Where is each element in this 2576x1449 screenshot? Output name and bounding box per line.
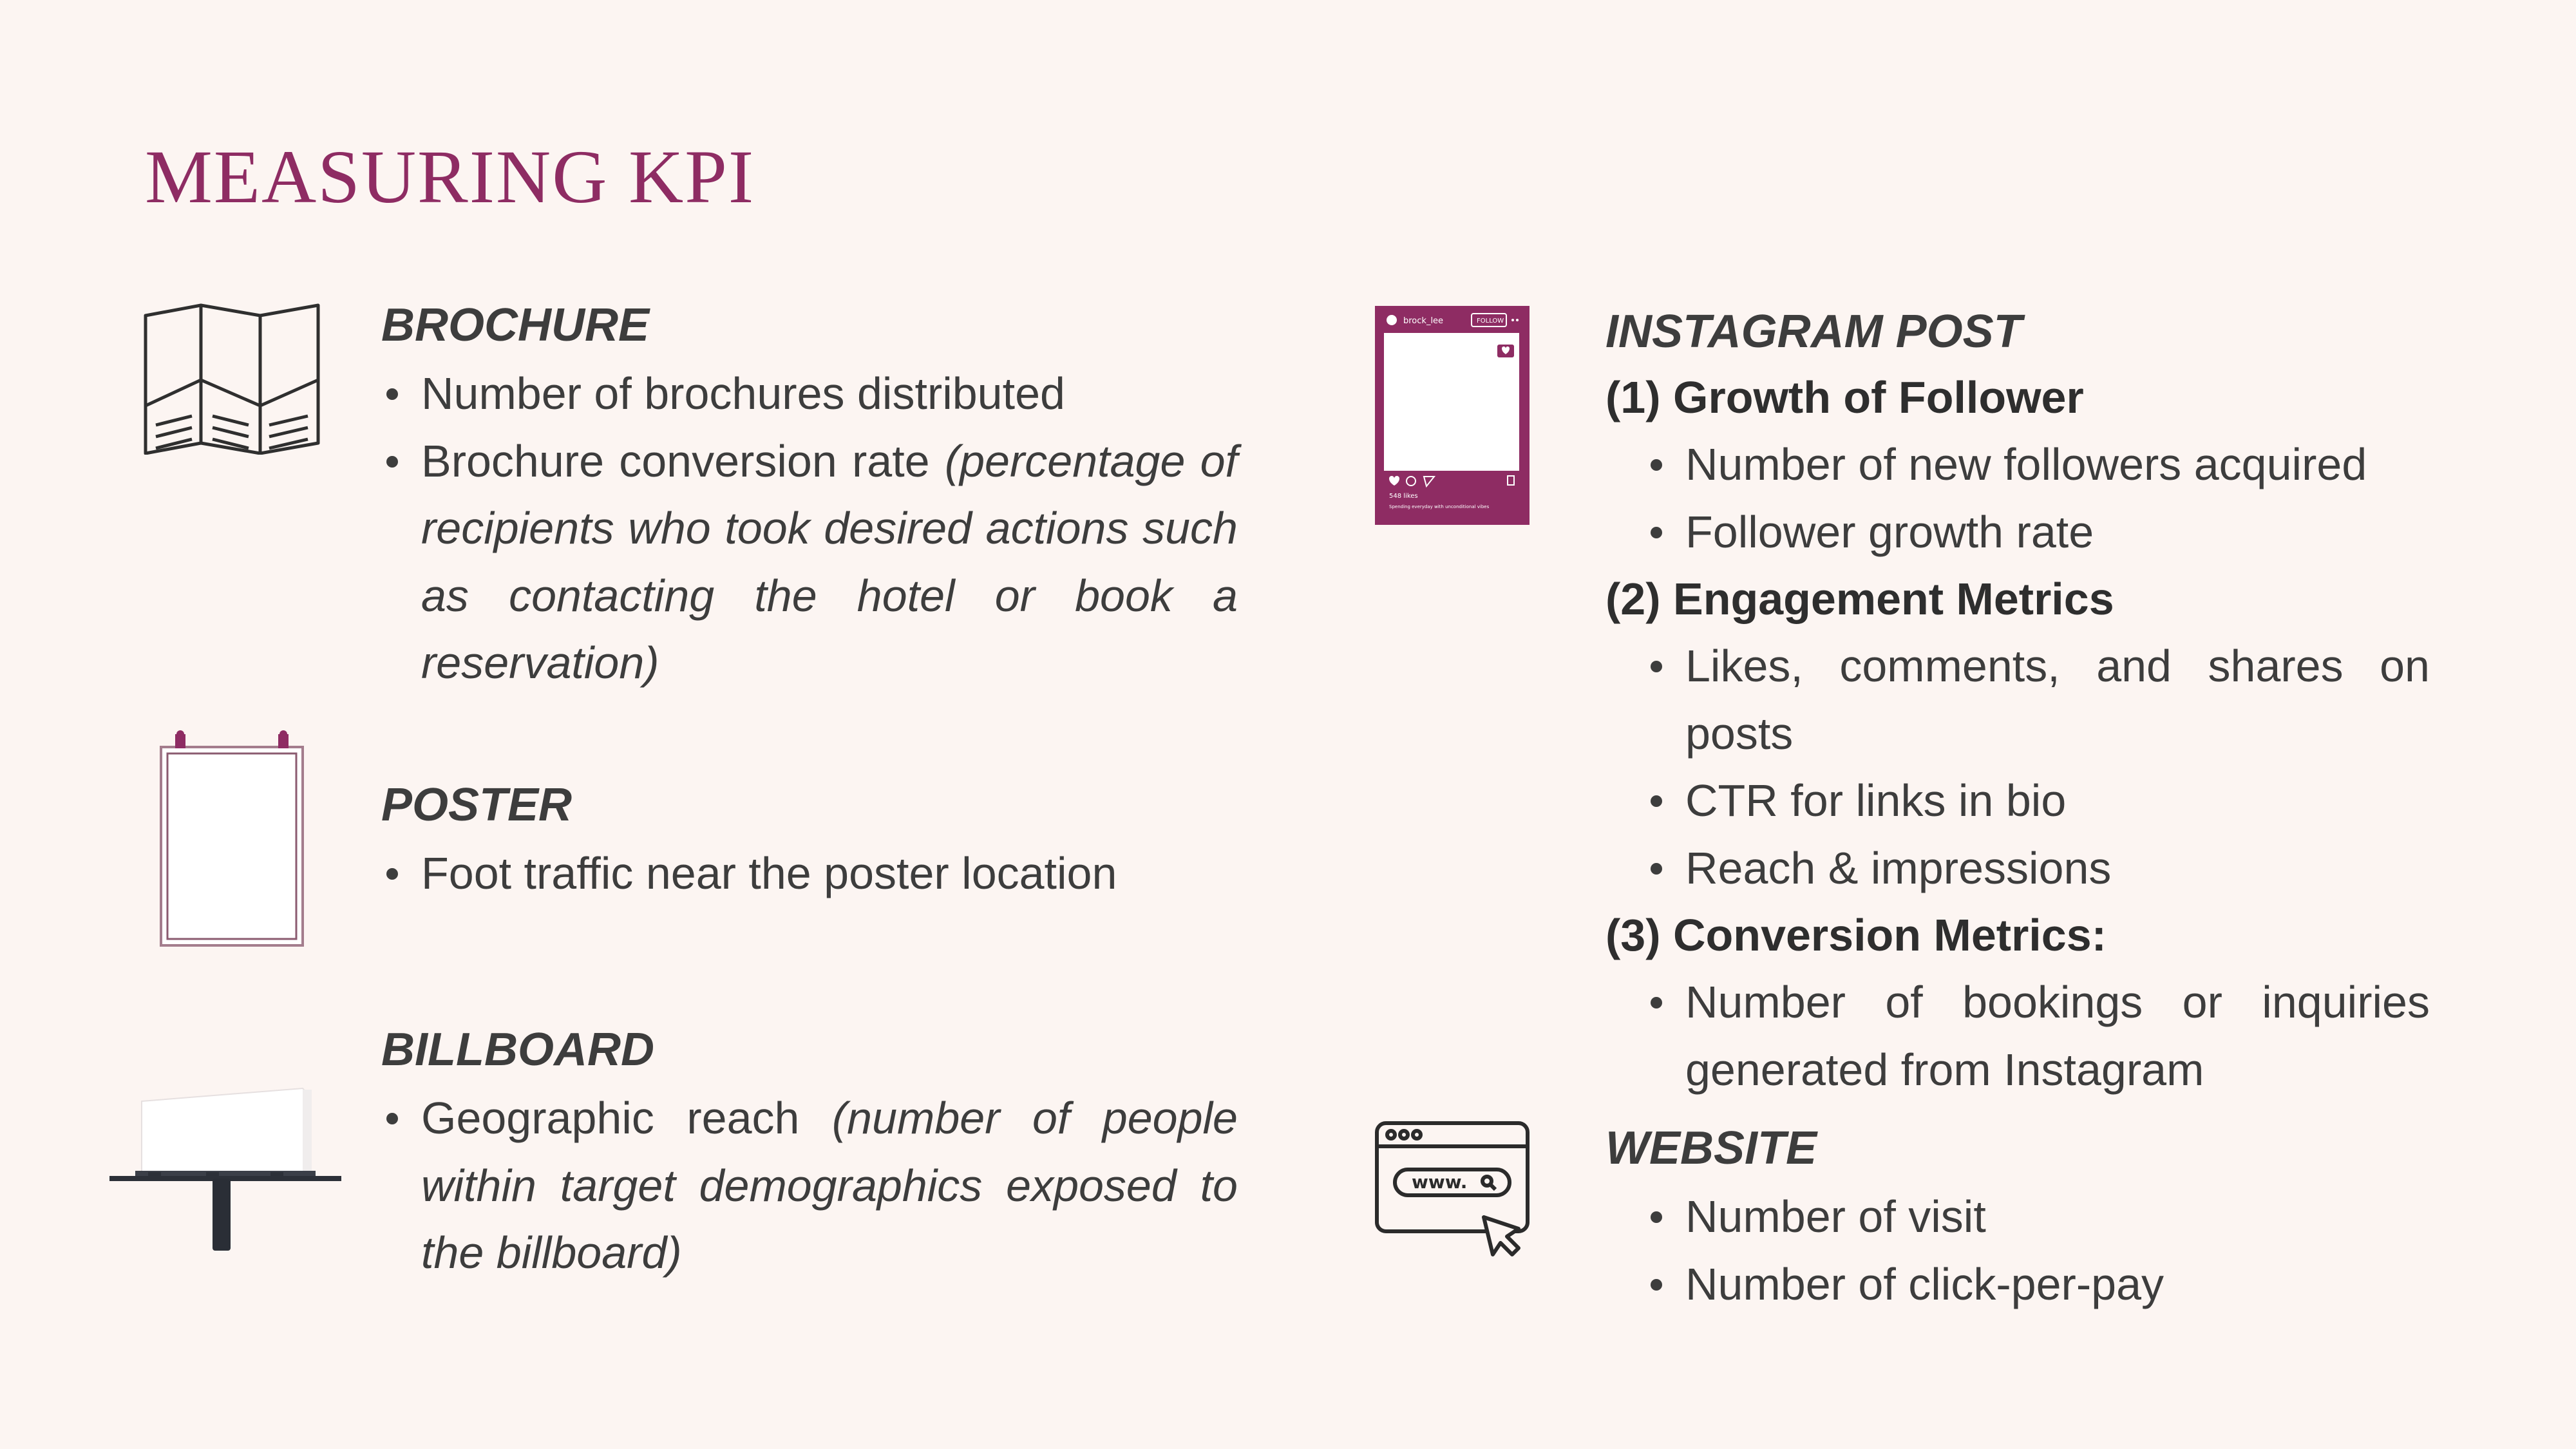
list-item-text: Brochure conversion rate <box>421 435 945 486</box>
billboard-section <box>381 1018 1238 1287</box>
website-icon <box>1374 1121 1535 1262</box>
mock-likes: 548 likes <box>1389 493 1418 500</box>
list-item-text: Foot traffic near the poster location <box>421 848 1117 898</box>
instagram-section <box>1605 299 2430 1103</box>
list-item <box>1645 1251 2430 1318</box>
list-item-text: Likes, comments, and shares on posts <box>1685 641 2430 759</box>
mock-username: brock_lee <box>1403 316 1444 326</box>
instagram-subheading-1: (1) Growth of Follower <box>1605 372 2084 422</box>
brochure-section <box>381 293 1238 697</box>
list-item <box>1645 835 2430 902</box>
list-item <box>381 1084 1238 1287</box>
poster-heading: POSTER <box>381 779 573 831</box>
poster-section <box>381 773 1238 907</box>
list-item-note: (number of people within target demographics exposed to the billboard) <box>421 1093 1238 1278</box>
list-item <box>1645 632 2430 767</box>
list-item <box>1645 969 2430 1103</box>
list-item <box>1645 1183 2430 1251</box>
list-item-text: CTR for links in bio <box>1685 775 2067 826</box>
instagram-subheading-2: (2) Engagement Metrics <box>1605 574 2114 624</box>
list-item-text: Number of visit <box>1685 1191 1986 1242</box>
instagram-post-icon <box>1375 306 1530 525</box>
url-text: www. <box>1412 1171 1468 1193</box>
mock-follow: FOLLOW <box>1477 317 1504 325</box>
brochure-icon <box>143 303 321 455</box>
website-heading: WEBSITE <box>1605 1122 1817 1174</box>
mock-caption: Spending everyday with unconditional vibes <box>1389 504 1490 509</box>
list-item <box>1645 767 2430 835</box>
list-item-note: (percentage of recipients who took desired actions such as contacting the hotel or book a reservation) <box>421 435 1238 688</box>
list-item <box>381 428 1238 697</box>
list-item <box>1645 431 2430 498</box>
list-item-text: Reach & impressions <box>1685 842 2112 893</box>
brochure-heading: BROCHURE <box>381 299 650 351</box>
page-title: MEASURING KPI <box>145 135 755 219</box>
list-item-text: Number of bookings or inquiries generated from Instagram <box>1685 977 2430 1095</box>
billboard-icon <box>109 1082 341 1256</box>
list-item-text: Number of click-per-pay <box>1685 1258 2164 1309</box>
poster-icon <box>155 728 309 950</box>
billboard-heading: BILLBOARD <box>381 1024 654 1075</box>
list-item <box>1645 498 2430 566</box>
list-item-text: Number of brochures distributed <box>421 368 1065 419</box>
list-item-text: Number of new followers acquired <box>1685 439 2367 489</box>
instagram-subheading-3: (3) Conversion Metrics: <box>1605 910 2107 960</box>
list-item-text: Follower growth rate <box>1685 506 2094 557</box>
website-section <box>1605 1116 2430 1318</box>
list-item <box>381 360 1238 428</box>
instagram-heading: INSTAGRAM POST <box>1605 306 2022 357</box>
list-item-text: Geographic reach <box>421 1093 832 1143</box>
list-item <box>381 840 1238 907</box>
